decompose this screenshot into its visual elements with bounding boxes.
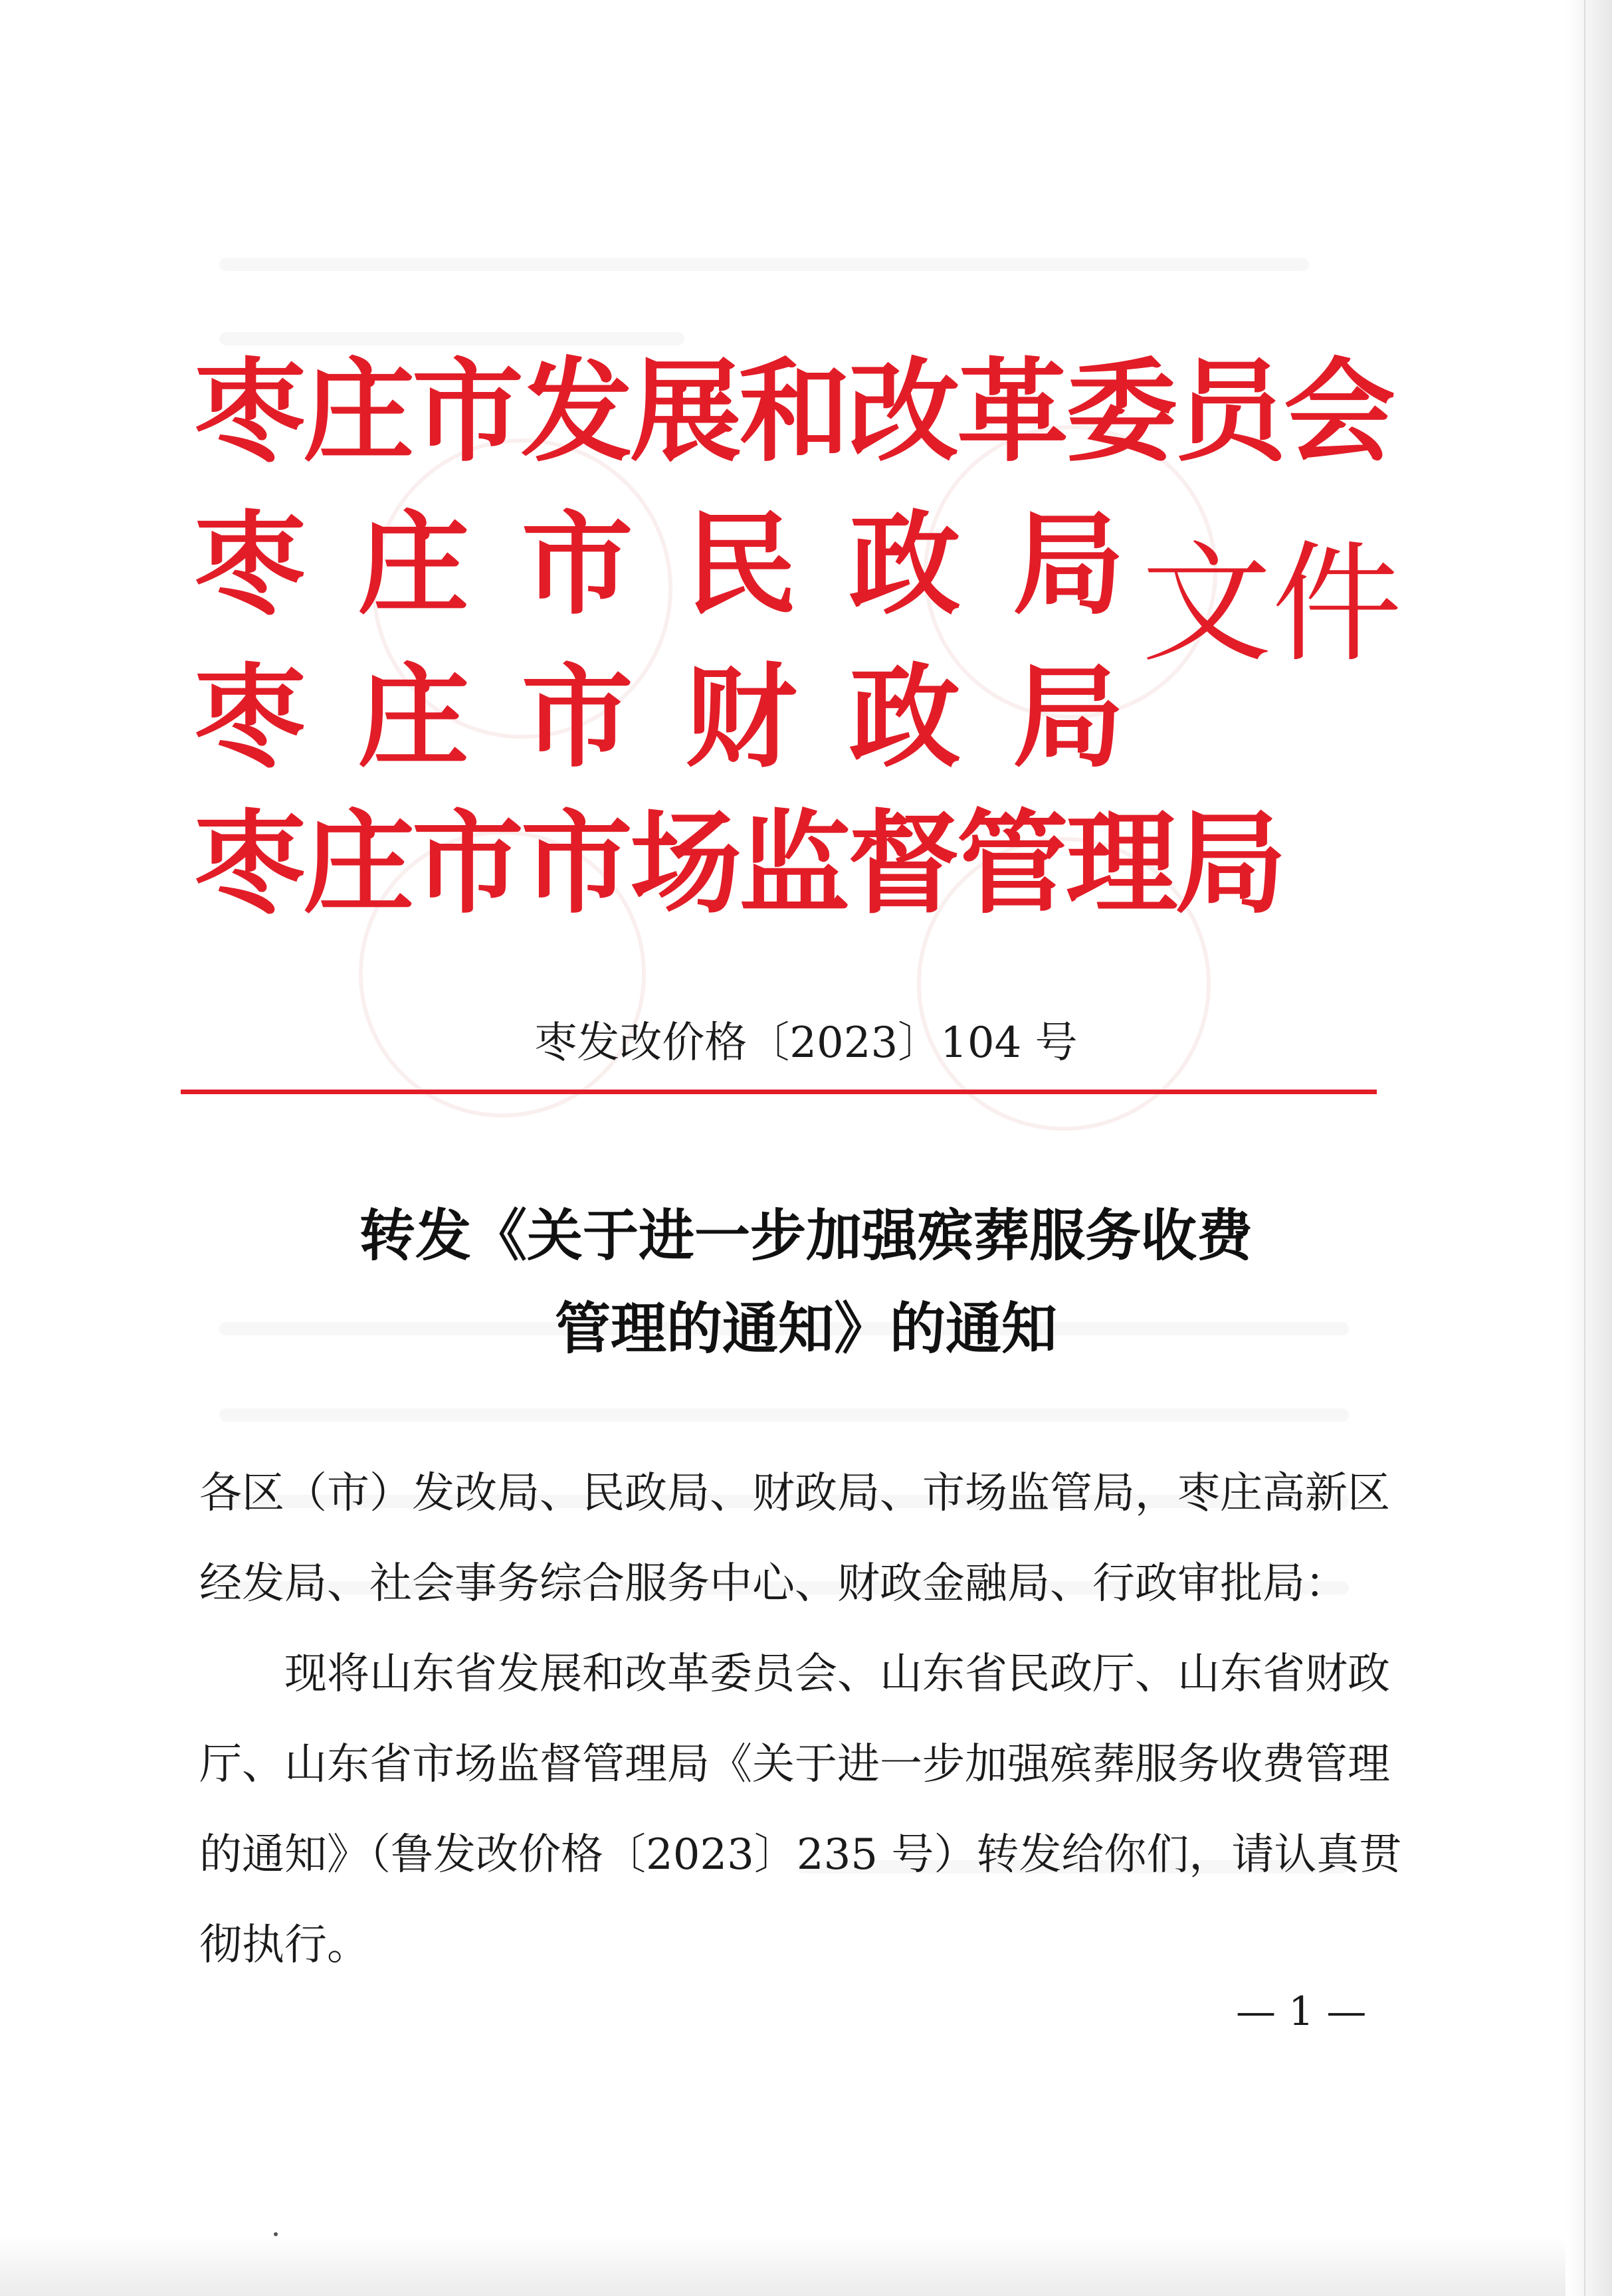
body-line: 的通知》（鲁发改价格〔2023〕235 号）转发给你们，请认真贯: [199, 1830, 1402, 1879]
issuer-char: 局: [1012, 500, 1124, 630]
issuer-char: 市: [521, 500, 633, 630]
issuer-market-supervision-bureau: 枣庄市市场监督管理局: [194, 799, 1284, 929]
issuer-char: 庄: [357, 652, 470, 783]
issuer-char: 政: [849, 500, 961, 630]
bleed-through-text: [219, 1408, 1349, 1422]
issuer-development-reform-commission: 枣庄市发展和改革委员会: [194, 347, 1393, 477]
scan-bottom-edge: [0, 2236, 1612, 2296]
bleed-through-text: [219, 332, 684, 345]
issuer-char: 枣: [194, 500, 306, 630]
scan-right-edge: [1565, 0, 1612, 2296]
scan-edge-line: [1584, 0, 1585, 2296]
document-title-line-2: 管理的通知》的通知: [554, 1296, 1057, 1361]
bleed-through-text: [219, 258, 1309, 271]
body-line: 厅、山东省市场监督管理局《关于进一步加强殡葬服务收费管理: [199, 1740, 1390, 1789]
document-number: 枣发改价格〔2023〕104 号: [534, 1018, 1078, 1068]
issuer-char: 财: [685, 652, 797, 783]
red-separator-rule: [181, 1090, 1377, 1094]
page-number: — 1 —: [1236, 1988, 1367, 2035]
issuer-char: 局: [1012, 652, 1124, 783]
body-line: 各区（市）发改局、民政局、财政局、市场监管局，枣庄高新区: [199, 1469, 1390, 1518]
issuer-char: 政: [849, 652, 961, 783]
issuer-finance-bureau: [194, 651, 1124, 784]
issuer-char: 民: [685, 500, 797, 630]
issuer-civil-affairs-bureau: [194, 498, 1124, 631]
issuer-char: 枣: [194, 652, 306, 783]
issuer-char: 市: [521, 652, 633, 783]
issuer-char: 庄: [357, 500, 470, 630]
document-title-line-1: 转发《关于进一步加强殡葬服务收费: [359, 1203, 1253, 1268]
body-line: 现将山东省发展和改革委员会、山东省民政厅、山东省财政: [284, 1650, 1390, 1699]
document-suffix: 文件: [1142, 529, 1403, 680]
body-line: 经发局、社会事务综合服务中心、财政金融局、行政审批局：: [199, 1559, 1348, 1608]
body-line: 彻执行。: [199, 1921, 369, 1970]
